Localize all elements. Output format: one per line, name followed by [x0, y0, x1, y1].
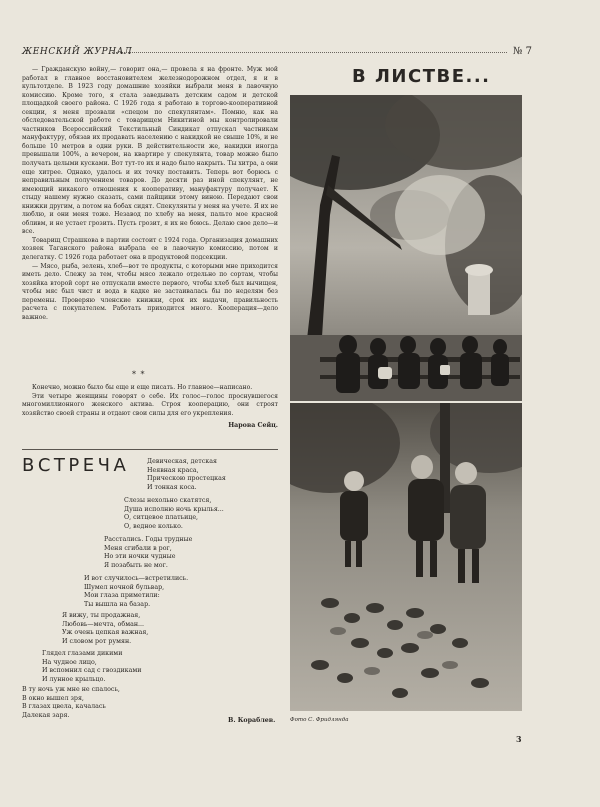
- poem-rule: [22, 449, 278, 450]
- poem-line: О, ситцевое платьице,: [124, 514, 199, 521]
- poem-line: И словом рот румян.: [62, 637, 132, 645]
- poem-line: Любовь—мечта, обман...: [62, 620, 145, 628]
- poem-line: Уж очень цепкая важная,: [62, 629, 149, 636]
- poem-line: Неявная краса,: [147, 466, 199, 474]
- poem-line: Шумел ночной бульвар,: [84, 583, 165, 591]
- article-closing: [22, 384, 278, 431]
- issue-number: № 7: [513, 46, 533, 57]
- poem-line: Душа исполню ночь крылья...: [124, 505, 224, 513]
- photo-title: В ЛИСТВЕ...: [352, 66, 491, 87]
- poem-title: ВСТРЕЧА: [22, 455, 130, 476]
- section-stars: * *: [132, 370, 146, 379]
- closing-paragraph: Эти четыре женщины говорят о себе. Их голос—голос проснувшегося многомиллионного женского актива. Строя кооперацию, они строят хозяйство своей страны и отдают свои силы для его укрепления.: [22, 392, 278, 417]
- poem-stanza: [62, 612, 148, 646]
- article-paragraph: — Мясо, рыба, зелень, хлеб—вот те продукты, с которыми мне приходится иметь дело. Слежу за тем, чтобы мясо лежало отдельно по сортам, чтобы хозяйка второй сорт не отпускали вместе первого, чтобы хлеб был вычищен, чтобы мяс был чист и вода в кадке не застаивалась бы по неделям без перемены. Проверяю членские книжки, срок их выдачи, правильность расчета с покупателем. Работать приходится много. Кооперация—дело важное.: [22, 262, 278, 321]
- poem-author: В. Кораблев.: [228, 717, 276, 724]
- article-paragraph: — Гражданскую войну,— говорит она,— провела я на фронте. Муж мой работал в главное восстановителем железнодорожном отдел, я и в культотделе. В 1923 году домашние хозяйки выбрали меня в лавочную комиссию. Кроме того, я стала заведывать детским садом и детской площадкой своего района. С 1926 года я работаю в торгово-кооперативной секции, я меня прозвали «спецом по спекулянтам». Помню, как на обследовательской работе с товарищем Никитиной мы контролировали частников Всероссийский Текстильный Синдикат отпускал частникам мануфактуру, обязав их продавать населению с накидкой не свыше 10%, и не больше 10 метров в одни руки. В действительности же, накидки иногда превышали 100%, а вечером, на квартире у спекулянта, товар можно было получать целыми кусками. Вот тут-то их и надо было накрыть. Ты хитра, а они еще хитрее. Однако, удалось и их точку поставить. Теперь вот борюсь с неправильным получением товаров. До десяти раз иной спекулянт, не имеющий никакого отношения к кооперативу, мануфактуру получает. К стыду нашему нужно сказать, сами пайщики этому виною. Передают свои книжки другим, а потом на бобах сидят. Спекулянты у меня на учете. Я их не люблю, и они меня тоже. Незавод по хлебу на меня, пальто мое красной обливм, и не устает грозить. Пусть грозит, я их не боюсь. Делаю свое дело—и все.: [22, 66, 278, 236]
- poem-line: В ту ночь уж мне не спалось,: [22, 686, 120, 693]
- poem-stanza: [147, 458, 226, 492]
- poem-stanza: [104, 536, 192, 570]
- header-rule: [112, 52, 507, 53]
- photo-credit: Фото С. Фридлянда: [290, 717, 349, 723]
- journal-name: ЖЕНСКИЙ ЖУРНАЛ: [22, 47, 133, 57]
- poem-line: Прическою простецкая: [147, 475, 226, 482]
- closing-paragraph: Конечно, можно было бы еще и еще писать. Но главное—написано.: [32, 384, 253, 391]
- poem-line: Меня сгибали в рог,: [104, 544, 172, 552]
- photo-park-bench: [290, 95, 522, 401]
- poem-stanza: [42, 650, 141, 684]
- poem-line: На чудное лицо,: [42, 658, 97, 666]
- poem-line: Я позабыть не мог.: [104, 561, 168, 569]
- poem-line: Мои глаза приметили:: [84, 592, 160, 599]
- poem-line: И вспомнил сад с гвоздиками: [42, 667, 142, 674]
- poem-line: Девическая, детская: [147, 458, 217, 465]
- poem-line: И тонкая коса.: [147, 483, 197, 491]
- poem-stanza: [124, 497, 224, 531]
- poem-line: О, ведное колько.: [124, 522, 183, 530]
- poem-line: Далекая заря.: [22, 711, 70, 719]
- photo-children-pigeons: [290, 403, 522, 711]
- page-number: 3: [516, 734, 522, 744]
- poem-line: В глазах цвела, качалась: [22, 703, 106, 710]
- poem-line: И лунное крыльцо.: [42, 675, 106, 683]
- poem-stanza: [84, 575, 188, 609]
- poem-stanza: [22, 686, 120, 720]
- poem-line: Я вижу, ты продажная,: [62, 612, 141, 619]
- poem-line: Ты вышла на базар.: [84, 600, 151, 608]
- poem-line: Расстались. Годы трудные: [104, 536, 193, 543]
- article-paragraph: Товарищ Страшкова в партии состоит с 1924 года. Организация домашних хозяек Таганского района выбрала ее в лавочную комиссию, потом и делегатку. С 1926 года работает она в продуктовой подсекции.: [22, 236, 278, 262]
- article-column: [22, 66, 278, 322]
- poem-line: Но эти ночки чудные: [104, 553, 176, 560]
- poem-line: В окно вышел зря,: [22, 694, 84, 702]
- poem-line: И вот случилось—встретились.: [84, 575, 189, 582]
- poem-line: Слезы нехольно скатятся,: [124, 497, 212, 504]
- article-signature: Нарова Сейц.: [228, 422, 278, 430]
- poem-line: Глядел глазами дикими: [42, 650, 123, 657]
